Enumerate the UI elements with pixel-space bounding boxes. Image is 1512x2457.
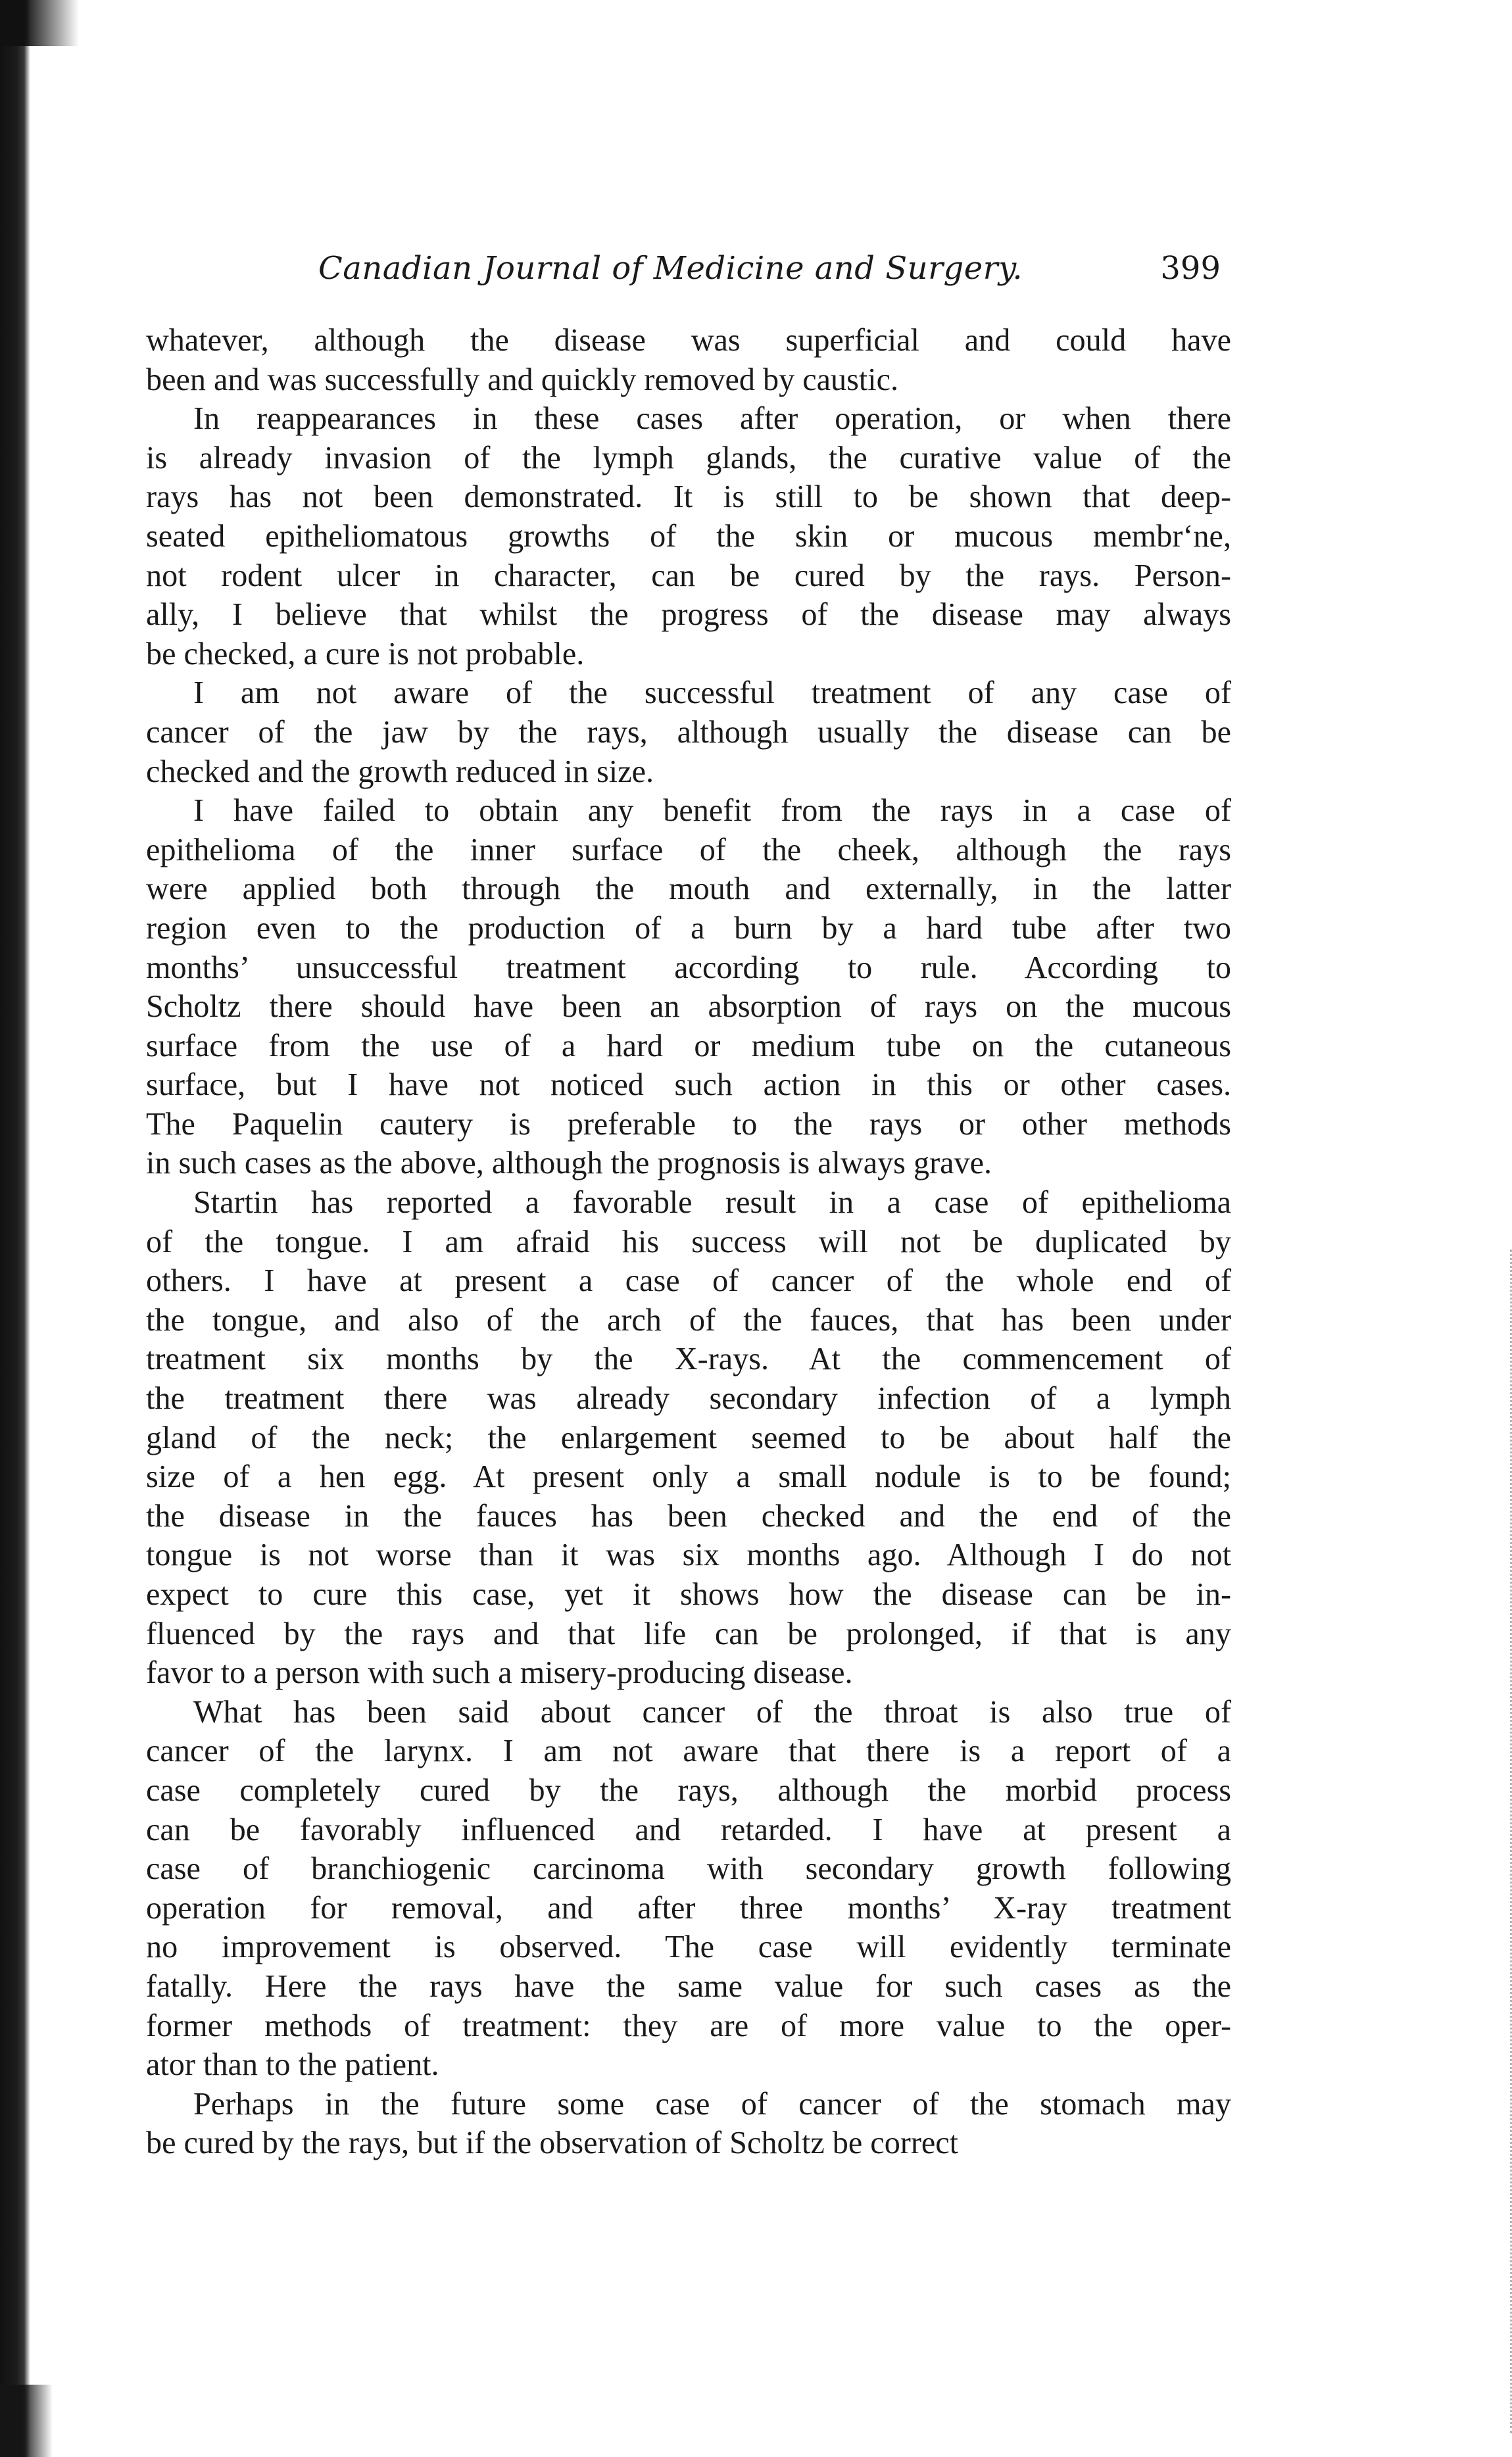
text-line: favor to a person with such a misery-producing disease. — [146, 1655, 853, 1691]
text-line: surface from the use of a hard or medium tube on the cutaneous — [146, 1028, 1231, 1063]
text-line: The Paquelin cautery is preferable to the rays or other methods — [146, 1106, 1231, 1142]
text-line: Startin has reported a favorable result in a case of epithelioma — [193, 1185, 1231, 1221]
text-line: former methods of treatment: they are of more value to the oper- — [146, 2008, 1231, 2043]
text-line: is already invasion of the lymph glands, the curative value of the — [146, 440, 1231, 475]
text-line: were applied both through the mouth and externally, in the latter — [146, 871, 1231, 907]
text-line: not rodent ulcer in character, can be cured by the rays. Person- — [146, 558, 1231, 593]
text-line: no improvement is observed. The case will evidently terminate — [146, 1930, 1231, 1965]
paragraph — [146, 2085, 1231, 2163]
text-line: rays has not been demonstrated. It is still to be shown that deep- — [146, 479, 1231, 515]
text-line: of the tongue. I am afraid his success will not be duplicated by — [146, 1224, 1231, 1259]
text-line: I am not aware of the successful treatment of any case of — [193, 675, 1231, 711]
paragraph — [146, 791, 1231, 1183]
scan-edge-specks — [1484, 1250, 1512, 2433]
text-line: tongue is not worse than it was six months ago. Although I do not — [146, 1538, 1231, 1573]
text-line: others. I have at present a case of cancer of the whole end of — [146, 1263, 1231, 1299]
article-body — [146, 321, 1231, 2163]
text-line: I have failed to obtain any benefit from the rays in a case of — [193, 793, 1231, 829]
text-line: fluenced by the rays and that life can be prolonged, if that is any — [146, 1616, 1231, 1651]
text-line: case of branchiogenic carcinoma with secondary growth following — [146, 1851, 1231, 1887]
text-line: seated epitheliomatous growths of the skin or mucous membr‘ne, — [146, 518, 1231, 554]
text-line: been and was successfully and quickly removed by caustic. — [146, 362, 899, 397]
text-line: whatever, although the disease was superficial and could have — [146, 323, 1231, 358]
text-line: region even to the production of a burn by a hard tube after two — [146, 910, 1231, 946]
text-line: cancer of the jaw by the rays, although usually the disease can be — [146, 714, 1231, 750]
paragraph — [146, 1693, 1231, 2085]
text-line: case completely cured by the rays, although the morbid process — [146, 1772, 1231, 1808]
paragraph — [146, 673, 1231, 791]
paragraph — [146, 399, 1231, 673]
text-line: operation for removal, and after three months’ X-ray treatment — [146, 1890, 1231, 1926]
text-line: In reappearances in these cases after operation, or when there — [193, 401, 1231, 437]
text-line: fatally. Here the rays have the same value for such cases as the — [146, 1968, 1231, 2004]
running-head — [146, 237, 1231, 303]
text-line: ator than to the patient. — [146, 2047, 439, 2083]
text-line: the tongue, and also of the arch of the fauces, that has been under — [146, 1302, 1231, 1338]
text-line: in such cases as the above, although the prognosis is always grave. — [146, 1146, 992, 1181]
book-page — [146, 237, 1231, 2163]
text-line: surface, but I have not noticed such action in this or other cases. — [146, 1067, 1231, 1103]
text-line: checked and the growth reduced in size. — [146, 754, 654, 789]
journal-title: Canadian Journal of Medicine and Surgery. — [318, 250, 1023, 287]
text-line: What has been said about cancer of the throat is also true of — [193, 1694, 1231, 1730]
scan-corner-shadow-top — [0, 0, 79, 46]
scan-gutter-shadow — [0, 0, 30, 2457]
text-line: epithelioma of the inner surface of the cheek, although the rays — [146, 832, 1231, 867]
scan-corner-shadow-bottom — [0, 2385, 53, 2457]
text-line: can be favorably influenced and retarded. I have at present a — [146, 1812, 1231, 1847]
text-line: treatment six months by the X-rays. At the commencement of — [146, 1342, 1231, 1377]
paragraph — [146, 1183, 1231, 1693]
text-line: gland of the neck; the enlargement seemed to be about half the — [146, 1420, 1231, 1455]
text-line: Scholtz there should have been an absorption of rays on the mucous — [146, 989, 1231, 1025]
text-line: cancer of the larynx. I am not aware that there is a report of a — [146, 1734, 1231, 1769]
text-line: Perhaps in the future some case of cancer of the stomach may — [193, 2086, 1231, 2122]
text-line: ally, I believe that whilst the progress of the disease may always — [146, 597, 1231, 633]
text-line: the disease in the fauces has been checked and the end of the — [146, 1498, 1231, 1534]
text-line: expect to cure this case, yet it shows how the disease can be in- — [146, 1577, 1231, 1612]
page-number: 399 — [1160, 250, 1221, 287]
paragraph — [146, 321, 1231, 399]
text-line: be cured by the rays, but if the observation of Scholtz be correct — [146, 2126, 959, 2161]
text-line: the treatment there was already secondary infection of a lymph — [146, 1381, 1231, 1417]
text-line: be checked, a cure is not probable. — [146, 636, 585, 671]
text-line: months’ unsuccessful treatment according to rule. According to — [146, 950, 1231, 985]
text-line: size of a hen egg. At present only a small nodule is to be found; — [146, 1459, 1231, 1495]
